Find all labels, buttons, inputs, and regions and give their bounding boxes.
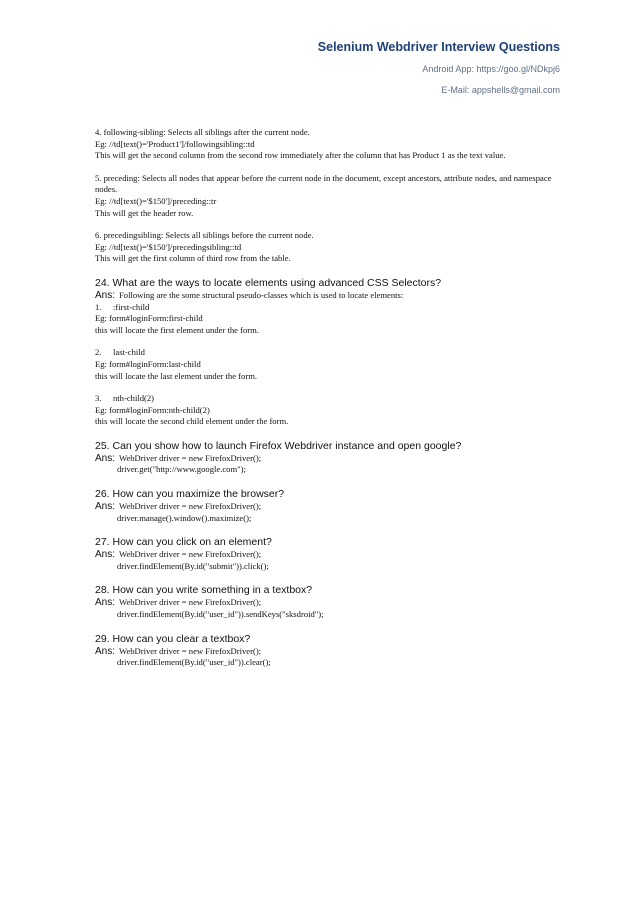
answer-25 [95,453,565,476]
pseudo-class-name: :first-child [113,301,150,312]
question-28: 28. How can you write something in a textbox? [95,584,313,597]
code-line: WebDriver driver = new FirefoxDriver(); [119,597,262,608]
answer-27 [95,549,565,572]
answer-label: Ans: [95,645,116,657]
axis-line: This will get the second column from the second row immediately after the column that has Product 1 as the text value. [95,150,506,161]
axis-line: 4. following-sibling: Selects all siblings after the current node. [95,127,310,137]
css-item-first-child [95,302,565,337]
question-26: 26. How can you maximize the browser? [95,488,285,501]
question-24: 24. What are the ways to locate elements using advanced CSS Selectors? [95,276,442,289]
axis-line: This will get the first column of third row from the table. [95,253,291,264]
list-number: 2. [95,347,102,358]
answer-label: Ans: [95,289,116,301]
code-line: driver.findElement(By.id("user_id")).sendKeys("sksdroid"); [117,609,324,620]
list-number: 1. [95,301,102,312]
code-line: WebDriver driver = new FirefoxDriver(); [119,645,262,656]
contact-email[interactable]: E-Mail: appshells@gmail.com [441,85,560,95]
pseudo-class-name: nth-child(2) [113,393,155,404]
answer-28 [95,597,565,620]
example-line: Eg: form#loginForm:nth-child(2) [95,404,210,415]
answer-26 [95,501,565,524]
answer-label: Ans: [95,501,116,513]
axis-line: 6. precedingsibling: Selects all siblings before the current node. [95,230,314,241]
android-app-link[interactable]: Android App: https://goo.gl/NDkpj6 [422,64,560,74]
pseudo-class-name: last-child [113,347,145,358]
code-line: WebDriver driver = new FirefoxDriver(); [119,549,262,560]
axis-line: This will get the header row. [95,207,194,218]
question-27: 27. How can you click on an element? [95,536,272,549]
answer-label: Ans: [95,452,116,464]
code-line: driver.manage().window().maximize(); [117,512,252,523]
xpath-axis-preceding [95,173,565,219]
page-header [318,40,560,106]
axis-line: Eg: //td[text()='$150']/precedingsibling::td [95,241,242,252]
axis-line: Eg: //td[text()='$150']/preceding::tr [95,195,217,206]
answer-label: Ans: [95,549,116,561]
code-line: driver.get("http://www.google.com"); [117,464,246,475]
example-line: Eg: form#loginForm:first-child [95,313,203,324]
xpath-axis-preceding-sibling [95,230,565,265]
css-item-last-child [95,347,565,382]
xpath-axis-following-sibling [95,127,565,162]
list-number: 3. [95,393,102,404]
code-line: driver.findElement(By.id("submit")).click(); [117,560,269,571]
axis-line: nodes. [95,184,118,195]
document-title: Selenium Webdriver Interview Questions [317,40,560,54]
description-line: this will locate the first element under the form. [95,324,259,335]
answer-text: Following are the some structural pseudo-classes which is used to locate elements: [119,289,404,300]
css-item-nth-child [95,393,565,428]
example-line: Eg: form#loginForm:last-child [95,358,201,369]
axis-line: 5. preceding: Selects all nodes that appear before the current node in the document, except ancestors, attribute nodes, and namespace [95,172,552,183]
code-line: driver.findElement(By.id("user_id")).clear(); [117,657,271,668]
code-line: WebDriver driver = new FirefoxDriver(); [119,452,262,463]
code-line: WebDriver driver = new FirefoxDriver(); [119,501,262,512]
description-line: this will locate the last element under the form. [95,370,258,381]
axis-line: Eg: //td[text()='Product1']/followingsibling::td [95,138,255,149]
document-body [95,127,565,680]
question-25: 25. Can you show how to launch Firefox Webdriver instance and open google? [95,439,462,452]
question-29: 29. How can you clear a textbox? [95,632,251,645]
description-line: this will locate the second child element under the form. [95,416,289,427]
answer-24-intro [95,290,565,302]
answer-29 [95,646,565,669]
answer-label: Ans: [95,597,116,609]
